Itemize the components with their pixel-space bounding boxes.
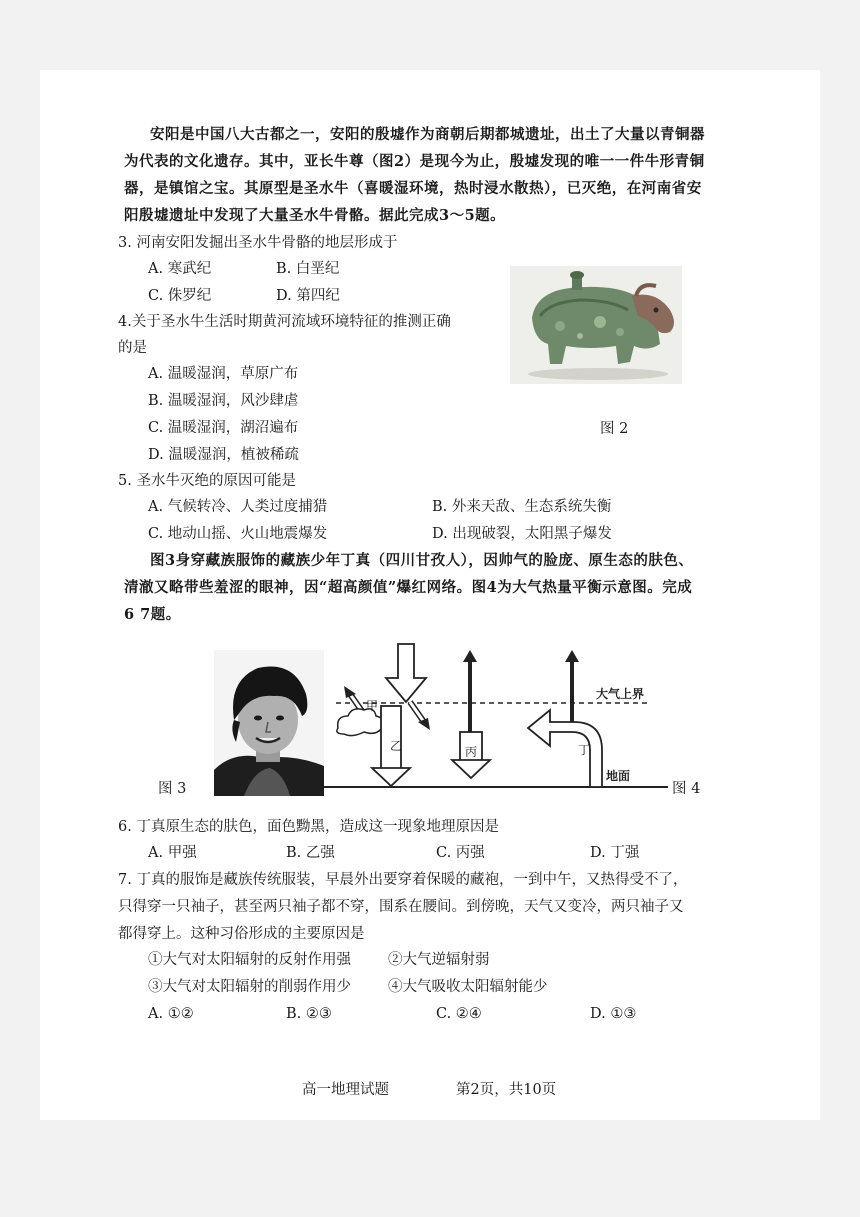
q7-stem-line-1: 7. 丁真的服饰是藏族传统服装，早晨外出要穿着保暖的藏袍，一到中午，又热得受不了， bbox=[118, 872, 688, 888]
label-jia: 甲 bbox=[366, 699, 379, 713]
q6-option-a: A. 甲强 bbox=[148, 845, 197, 861]
figure-2-caption: 图 2 bbox=[600, 421, 629, 437]
q7-statement-1: ①大气对太阳辐射的反射作用强 bbox=[148, 952, 351, 968]
q3-option-b: B. 白垩纪 bbox=[276, 261, 340, 277]
q5-option-a: A. 气候转冷、人类过度捕猎 bbox=[148, 499, 328, 515]
q4-option-a: A. 温暖湿润，草原广布 bbox=[148, 366, 299, 382]
q3-option-a: A. 寒武纪 bbox=[148, 261, 212, 277]
incoming-radiation-arrow bbox=[386, 644, 426, 702]
q6-option-b: B. 乙强 bbox=[286, 845, 335, 861]
q3-option-c: C. 侏罗纪 bbox=[148, 288, 212, 304]
q4-stem-line-1: 4.关于圣水牛生活时期黄河流域环境特征的推测正确 bbox=[118, 314, 451, 330]
atmospheric-counter-radiation-arrow bbox=[452, 760, 490, 778]
q7-option-c: C. ②④ bbox=[436, 1006, 482, 1022]
passage2-line-3: 6 7题。 bbox=[124, 606, 181, 623]
q4-option-c: C. 温暖湿润，湖沼遍布 bbox=[148, 420, 299, 436]
passage1-line-2: 为代表的文化遗存。其中，亚长牛尊（图2）是现今为止，殷墟发现的唯一一件牛形青铜 bbox=[124, 153, 705, 170]
label-upper-boundary: 大气上界 bbox=[596, 687, 645, 701]
label-ding: 丁 bbox=[578, 743, 591, 757]
q5-option-b: B. 外来天敌、生态系统失衡 bbox=[432, 499, 612, 515]
q7-stem-line-3: 都得穿上。这种习俗形成的主要原因是 bbox=[118, 926, 365, 942]
q7-statement-2: ②大气逆辐射弱 bbox=[388, 952, 490, 968]
q7-option-b: B. ②③ bbox=[286, 1006, 332, 1022]
ground-radiation-arrow bbox=[528, 710, 602, 787]
q6-option-d: D. 丁强 bbox=[590, 845, 640, 861]
footer-page-number: 第2页，共10页 bbox=[456, 1082, 557, 1098]
passage2-line-2: 清澈又略带些羞涩的眼神，因“超高颜值”爆红网络。图4为大气热量平衡示意图。完成 bbox=[124, 579, 693, 596]
bronze-ox-image bbox=[510, 266, 682, 384]
figure-4-caption: 图 4 bbox=[672, 781, 701, 797]
q3-stem: 3. 河南安阳发掘出圣水牛骨骼的地层形成于 bbox=[118, 235, 398, 251]
q4-option-d: D. 温暖湿润，植被稀疏 bbox=[148, 447, 299, 463]
q7-option-a: A. ①② bbox=[148, 1006, 194, 1022]
label-ground: 地面 bbox=[606, 769, 631, 783]
q5-option-d: D. 出现破裂，太阳黑子爆发 bbox=[432, 526, 612, 542]
q7-statement-3: ③大气对太阳辐射的削弱作用少 bbox=[148, 979, 351, 995]
q7-stem-line-2: 只得穿一只袖子，甚至两只袖子都不穿，围系在腰间。到傍晚，天气又变冷，两只袖子又 bbox=[118, 899, 684, 915]
q5-stem: 5. 圣水牛灭绝的原因可能是 bbox=[118, 473, 296, 489]
label-yi: 乙 bbox=[390, 739, 403, 753]
figure-3-caption: 图 3 bbox=[158, 781, 187, 797]
label-bing: 丙 bbox=[465, 745, 478, 759]
q3-option-d: D. 第四纪 bbox=[276, 288, 340, 304]
footer-subject: 高一地理试题 bbox=[302, 1082, 389, 1098]
q4-option-b: B. 温暖湿润，风沙肆虐 bbox=[148, 393, 299, 409]
q7-option-d: D. ①③ bbox=[590, 1006, 637, 1022]
passage2-line-1: 图3身穿藏族服饰的藏族少年丁真（四川甘孜人），因帅气的脸庞、原生态的肤色、 bbox=[150, 552, 694, 569]
q6-option-c: C. 丙强 bbox=[436, 845, 485, 861]
q4-stem-line-2: 的是 bbox=[118, 340, 147, 356]
q7-statement-4: ④大气吸收太阳辐射能少 bbox=[388, 979, 548, 995]
q5-option-c: C. 地动山摇、火山地震爆发 bbox=[148, 526, 328, 542]
passage1-line-4: 阳殷墟遗址中发现了大量圣水牛骨骼。据此完成3～5题。 bbox=[124, 207, 506, 224]
heat-balance-diagram bbox=[320, 640, 670, 800]
q6-stem: 6. 丁真原生态的肤色，面色黝黑，造成这一现象地理原因是 bbox=[118, 819, 499, 835]
passage1-line-3: 器，是镇馆之宝。其原型是圣水牛（喜暖湿环境，热时浸水散热），已灭绝，在河南省安 bbox=[124, 180, 702, 197]
surface-radiation-arrow bbox=[372, 768, 410, 786]
portrait-photo bbox=[214, 650, 324, 796]
passage1-line-1: 安阳是中国八大古都之一，安阳的殷墟作为商朝后期都城遗址，出土了大量以青铜器 bbox=[150, 126, 705, 143]
